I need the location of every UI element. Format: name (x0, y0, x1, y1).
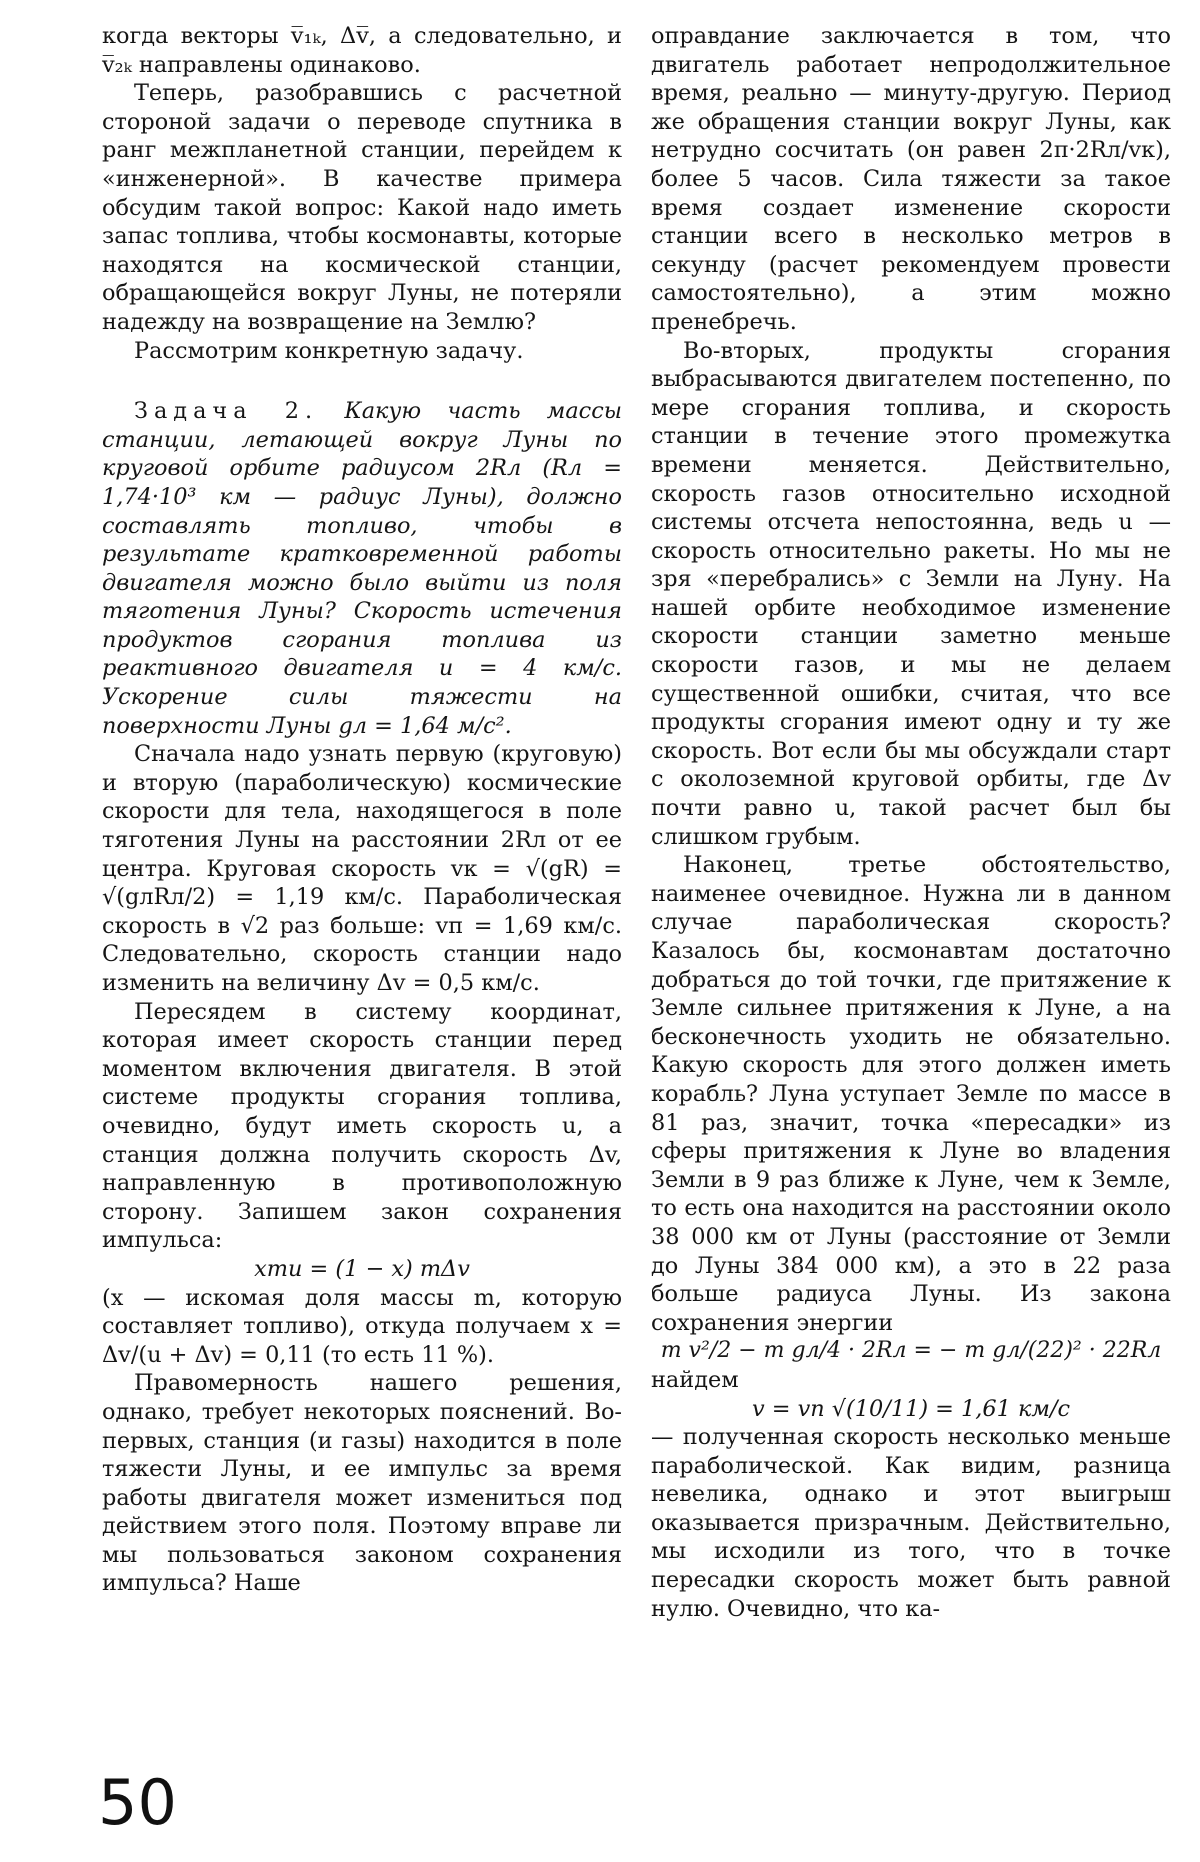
left-column (102, 22, 622, 1598)
equation-velocity: v = vп √(10/11) = 1,61 км/с (751, 1395, 1071, 1422)
paragraph: Правомерность нашего решения, однако, требует некоторых пояснений. Во-первых, станция (и газы) находится в поле тяжести Луны, и ее импульс за время работы двигателя может измениться под действием этого поля. Поэтому вправе ли мы пользоваться законом сохранения импульса? Наше (102, 1370, 622, 1597)
paragraph: Теперь, разобравшись с расчетной стороной задачи о переводе спутника в ранг межпланетной станции, перейдем к «инженерной». В качестве примера обсудим такой вопрос: Какой надо иметь запас топлива, чтобы космонавты, которые находятся на космической станции, обращающейся вокруг Луны, не потеряли надежду на возвращение на Землю? (102, 80, 622, 335)
equation-momentum: xmu = (1 − x) mΔv (254, 1255, 470, 1282)
paragraph: — полученная скорость несколько меньше параболической. Как видим, разница невелика, однако и этот выигрыш оказывается призрачным. Действительно, мы исходили из того, что в точке пересадки скорость может быть равной нулю. Очевидно, что ка- (651, 1424, 1171, 1622)
paragraph: Сначала надо узнать первую (круговую) и вторую (параболическую) космические скорости для тела, находящегося в поле тяготения Луны на расстоянии 2Rл от ее центра. Круговая скорость vк = √(gR) = √(gлRл/2) = 1,19 км/с. Параболическая скорость в √2 раз больше: vп = 1,69 км/с. Следовательно, скорость станции надо изменить на величину Δv = 0,5 км/с. (102, 741, 622, 996)
paragraph: Рассмотрим конкретную задачу. (134, 337, 524, 364)
paragraph: Пересядем в систему координат, которая имеет скорость станции перед моментом включения двигателя. В этой системе продукты сгорания топлива, очевидно, будут иметь скорость u, а станция должна получить скорость Δv, направленную в противоположную сторону. Запишем закон сохранения импульса: (102, 998, 622, 1254)
task-label: Задача 2. (134, 398, 319, 425)
page-number: 50 (98, 1766, 177, 1839)
task-statement (102, 397, 622, 740)
paragraph: когда векторы v̅₁ₖ, Δv̅, а следовательно, и v̅₂ₖ направлены одинаково. (102, 23, 622, 78)
paragraph: (x — искомая доля массы m, которую составляет топливо), откуда получаем x = Δv/(u + Δv) = 0,11 (то есть 11 %). (102, 1284, 622, 1368)
right-column (651, 22, 1171, 1623)
paragraph: найдем (651, 1366, 739, 1393)
paragraph: Наконец, третье обстоятельство, наименее очевидное. Нужна ли в данном случае параболическая скорость? Казалось бы, космонавтам достаточно добраться до той точки, где притяжение к Земле сильнее притяжения к Луне, а на бесконечность уходить не обязательно. Какую скорость для этого должен иметь корабль? Луна уступает Земле по массе в 81 раз, значит, точка «пересадки» из сферы притяжения к Луне во владения Земли в 9 раз ближе к Луне, чем к Земле, то есть она находится на расстоянии около 38 000 км от Луны (расстояние от Земли до Луны 384 000 км), а это в 22 раза больше радиуса Луны. Из закона сохранения энергии (651, 852, 1171, 1336)
paragraph: Во-вторых, продукты сгорания выбрасываются двигателем постепенно, по мере сгорания топлива, и скорость станции в течение этого промежутка времени меняется. Действительно, скорость газов относительно исходной системы отсчета непостоянна, ведь u — скорость относительно ракеты. Но мы не зря «перебрались» с Земли на Луну. На нашей орбите необходимое изменение скорости станции заметно меньше скорости газов, и мы не делаем существенной ошибки, считая, что все продукты сгорания имеют одну и ту же скорость. Вот если бы мы обсуждали старт с околоземной круговой орбиты, где Δv почти равно u, такой расчет был бы слишком грубым. (651, 337, 1171, 850)
paragraph: оправдание заключается в том, что двигатель работает непродолжительное время, реально — минуту-другую. Период же обращения станции вокруг Луны, как нетрудно сосчитать (он равен 2π·2Rл/vк), более 5 часов. Сила тяжести за такое время создает изменение скорости станции всего в несколько метров в секунду (расчет рекомендуем провести самостоятельно), а этим можно пренебречь. (651, 23, 1171, 335)
equation-energy: m v²/2 − m gл/4 · 2Rл = − m gл/(22)² · 22Rл (660, 1338, 1162, 1364)
task-text: Какую часть массы станции, летающей вокруг Луны по круговой орбите радиусом 2Rл (Rл = 1,74·10³ км — радиус Луны), должно составлять топливо, чтобы в результате кратковременной работы двигателя можно было выйти из поля тяготения Луны? Скорость истечения продуктов сгорания топлива из реактивного двигателя u = 4 км/с. Ускорение силы тяжести на поверхности Луны gл = 1,64 м/с². (102, 398, 622, 739)
